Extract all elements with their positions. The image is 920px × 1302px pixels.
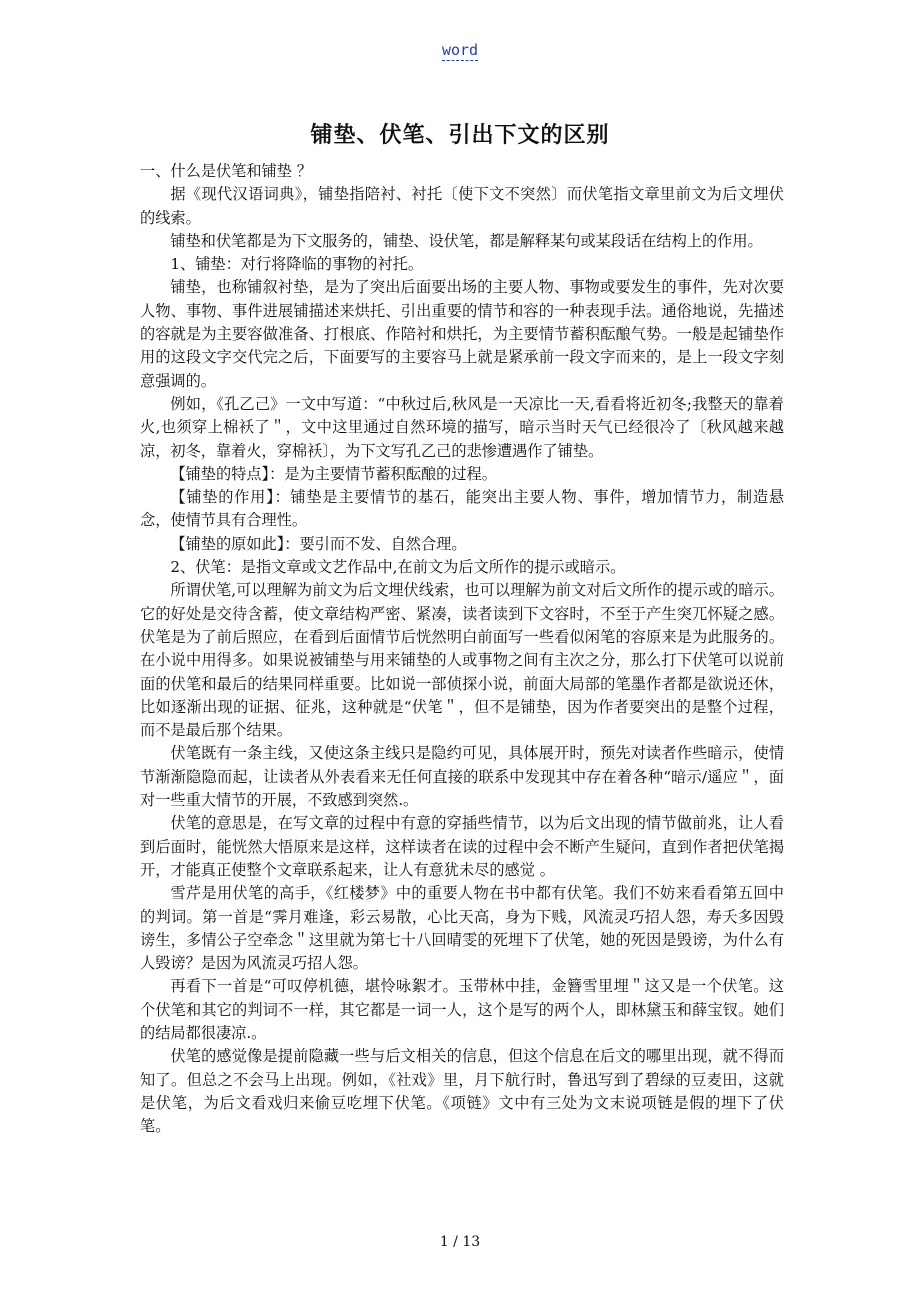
paragraph-pudian-principle xyxy=(140,533,784,556)
paragraph-subheading-fubi: 2、伏笔：是指文章或文艺作品中,在前文为后文所作的提示或暗示。 xyxy=(170,558,626,577)
paragraph-section-heading: 一、什么是伏笔和铺垫 ？ xyxy=(140,162,312,180)
page-header xyxy=(0,40,920,59)
paragraph: 铺垫，也称铺叙衬垫，是为了突出后面要出场的主要人物、事物或要发生的事件，先对次要人物、事物、事件进展铺描述来烘托、引出重要的情节和容的一种表现手法。通俗地说，先描述的容就是为主要容做准备、打根底、作陪衬和烘托，为主要情节蓄积酝酿气势。一般是起铺垫作用的这段文字交代完之后，下面要写的主要容马上就是紧承前一段文字而来的，是上一段文字刻意强调的。 xyxy=(140,278,784,390)
document-body xyxy=(140,160,784,1138)
paragraph: 铺垫和伏笔都是为下文服务的，铺垫、设伏笔，都是解释某句或某段话在结构上的作用。 xyxy=(170,231,763,250)
paragraph: 伏笔既有一条主线，又使这条主线只是隐约可见，具体展开时，预先对读者作些暗示，使情节渐渐隐隐而起，让读者从外表看来无任何直接的联系中发现其中存在着各种“暗示/遥应＂，面对一些重大情节的开展，不致感到突然.。 xyxy=(140,744,784,810)
paragraph: 据《现代汉语词典》，铺垫指陪衬、衬托〔使下文不突然〕而伏笔指文章里前文为后文埋伏的线索。 xyxy=(140,185,784,227)
function-text: ：铺垫是主要情节的基石，能突出主要人物、事件，增加情节力，制造悬念，使情节具有合理性。 xyxy=(140,488,785,530)
paragraph-pudian-feature xyxy=(140,463,784,486)
header-word-link[interactable]: word xyxy=(441,41,479,59)
paragraph: 例如，《孔乙己》一文中写道：“中秋过后,秋风是一天凉比一天,看看将近初冬;我整天的靠着火,也须穿上棉袄了＂，文中这里通过自然环境的描写，暗示当时天气已经很冷了〔秋风越来越凉，初冬，靠着火，穿棉袄〕，为下文写孔乙己的悲惨遭遇作了铺垫。 xyxy=(140,394,784,460)
paragraph: 伏笔的意思是，在写文章的过程中有意的穿插些情节，以为后文出现的情节做前兆，让人看到后面时，能恍然大悟原来是这样，这样读者在读的过程中会不断产生疑问，直到作者把伏笔揭开，才能真正使整个文章联系起来，让人有意犹未尽的感觉 。 xyxy=(140,814,784,879)
paragraph: 所谓伏笔,可以理解为前文为后文埋伏线索，也可以理解为前文对后文所作的提示或的暗示。它的好处是交待含蓄，使文章结构严密、紧凑，读者读到下文容时，不至于产生突兀怀疑之感。伏笔是为了前后照应，在看到后面情节后恍然明白前面写一些看似闲笔的容原来是为此服务的。在小说中用得多。如果说被铺垫与用来铺垫的人或事物之间有主次之分，那么打下伏笔可以说前面的伏笔和最后的结果同样重要。比如说一部侦探小说，前面大局部的笔墨作者都是欲说还休，比如逐渐出现的证据、征兆，这种就是“伏笔＂，但不是铺垫，因为作者要突出的是整个过程，而不是最后那个结果。 xyxy=(140,581,784,740)
principle-text: ：要引而不发、自然合理。 xyxy=(284,534,467,553)
function-label: 【铺垫的作用】 xyxy=(170,488,275,507)
document-title: 铺垫、伏笔、引出下文的区别 xyxy=(310,123,610,148)
paragraph: 伏笔的感觉像是提前隐藏一些与后文相关的信息，但这个信息在后文的哪里出现，就不得而知了。但总之不会马上出现。例如，《社戏》里，月下航行时，鲁迅写到了碧绿的豆麦田，这就是伏笔，为后文看戏归来偷豆吃埋下伏笔。《项链》文中有三处为文末说项链是假的埋下了伏笔。 xyxy=(140,1047,784,1136)
paragraph-subheading-pudian: 1、铺垫：对行将降临的事物的衬托。 xyxy=(170,255,424,274)
feature-text: ：是为主要情节蓄积酝酿的过程。 xyxy=(269,464,497,483)
paragraph: 雪芹是用伏笔的高手，《红楼梦》中的重要人物在书中都有伏笔。我们不妨来看看第五回中的判词。第一首是“霁月难逢，彩云易散，心比天高，身为下贱，风流灵巧招人怨，寿夭多因毁谤生，多情公子空牵念＂这里就为第七十八回晴雯的死埋下了伏笔，她的死因是毁谤，为什么有人毁谤？是因为风流灵巧招人怨。 xyxy=(140,884,784,973)
feature-label: 【铺垫的特点】 xyxy=(170,464,270,483)
paragraph-pudian-function xyxy=(140,486,784,533)
paragraph: 再看下一首是“可叹停机德，堪怜咏絮才。玉带林中挂，金簪雪里埋＂这又是一个伏笔。这个伏笔和其它的判词不一样，其它都是一词一人，这个是写的两个人，即林黛玉和薛宝钗。她们的结局都很凄凉.。 xyxy=(140,977,784,1042)
principle-label: 【铺垫的原如此】 xyxy=(170,534,285,553)
page-number: 1 / 13 xyxy=(439,1234,481,1250)
